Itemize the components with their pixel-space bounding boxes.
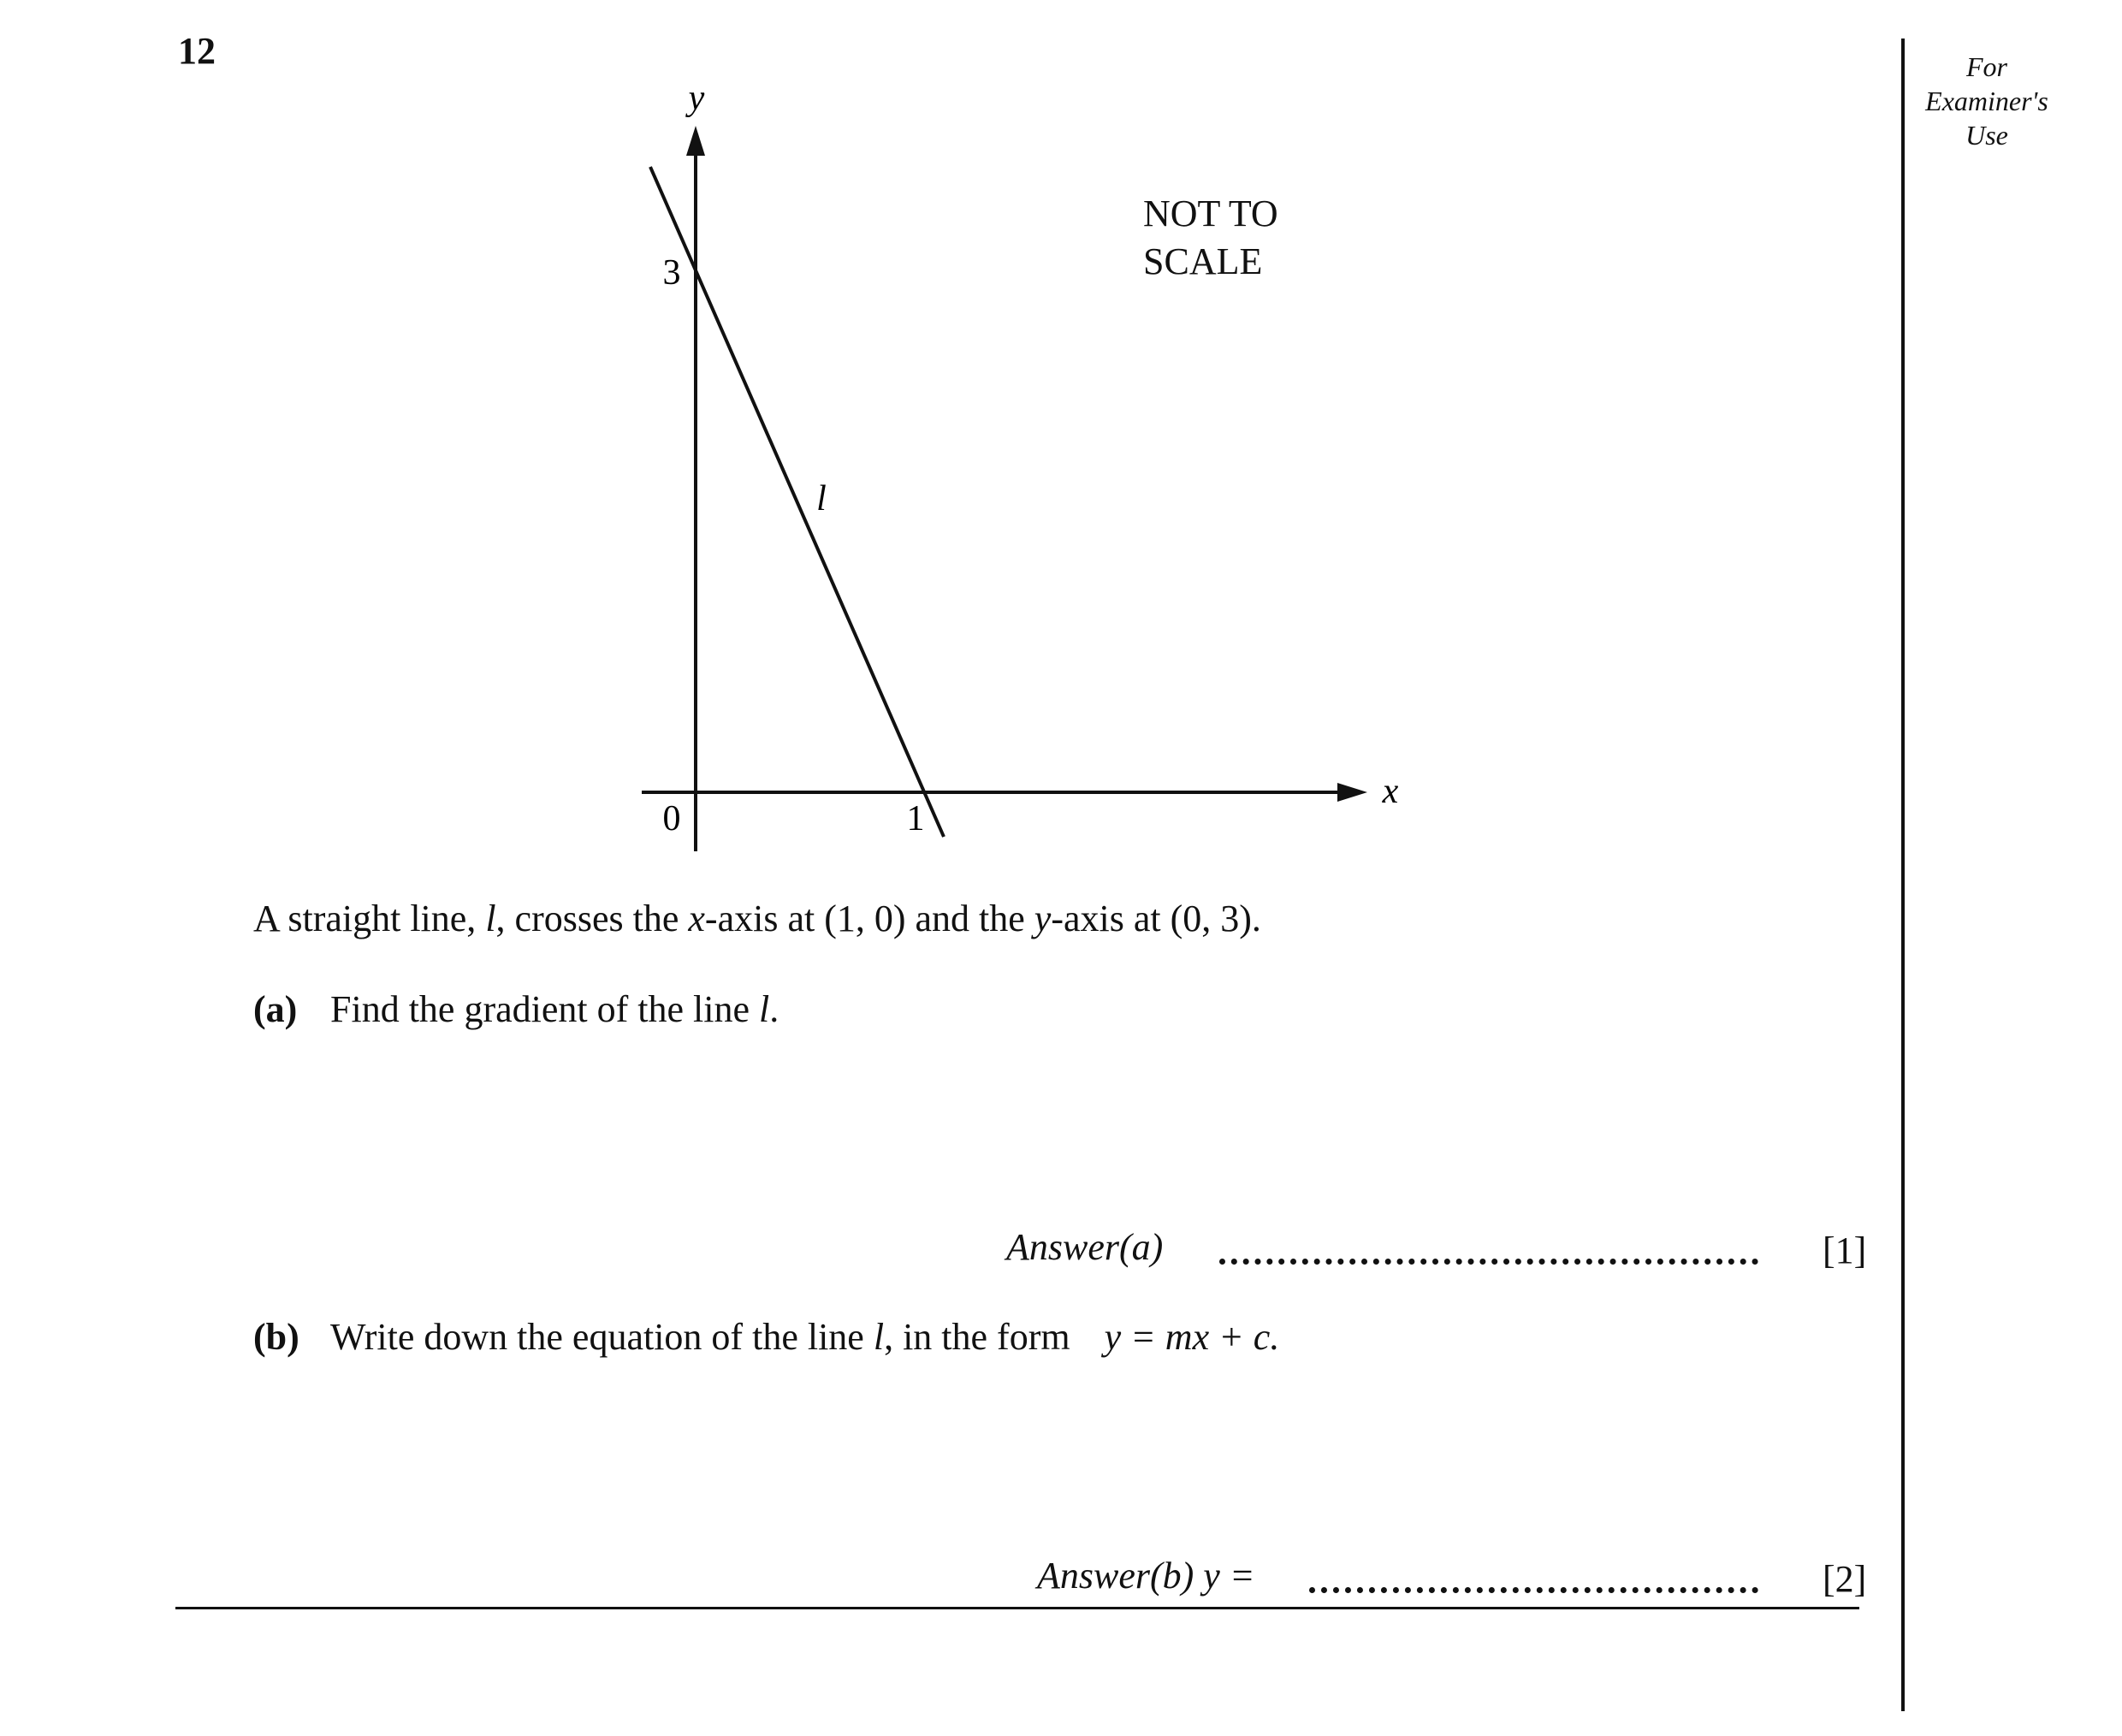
examiner-line-2: Examiner's [1925, 86, 2048, 116]
y-intercept-label: 3 [662, 253, 681, 293]
answer-a-field[interactable] [1219, 1259, 1758, 1265]
question-number: 12 [178, 30, 216, 72]
part-a-label: (a) [253, 988, 298, 1030]
origin-label: 0 [662, 799, 681, 838]
x-axis-arrowhead [1337, 783, 1367, 802]
part-b-marks: [2] [1823, 1558, 1867, 1600]
part-b-label: (b) [253, 1316, 299, 1358]
y-axis-label: y [688, 79, 705, 118]
y-axis-arrowhead [686, 126, 705, 156]
part-a-question: (a) Find the gradient of the line l. [253, 988, 779, 1030]
answer-a-label: Answer(a) [1006, 1226, 1164, 1268]
answer-b-field[interactable] [1309, 1587, 1758, 1593]
examiner-line-3: Use [1965, 120, 2008, 151]
x-intercept-label: 1 [906, 799, 925, 838]
line-diagram [599, 68, 1455, 881]
part-a-marks: [1] [1823, 1229, 1867, 1271]
examiner-margin-rule [1901, 39, 1905, 1711]
not-to-scale-note [1143, 190, 1278, 286]
examiner-use-box [1910, 50, 2064, 152]
part-b-formula: y = mx + c. [1104, 1316, 1280, 1358]
part-b-question: (b) Write down the equation of the line l, in the form y = mx + c. [253, 1316, 1280, 1358]
bottom-rule [175, 1607, 1859, 1609]
line-l-label: l [816, 479, 827, 518]
x-axis-label: x [1382, 772, 1399, 811]
answer-b-label: Answer(b) y = [1037, 1555, 1255, 1597]
question-intro: A straight line, l, crosses the x-axis at (1, 0) and the y-axis at (0, 3). [253, 898, 1261, 939]
note-line-1: NOT TO [1143, 193, 1278, 234]
note-line-2: SCALE [1143, 240, 1263, 282]
examiner-line-1: For [1966, 51, 2007, 82]
